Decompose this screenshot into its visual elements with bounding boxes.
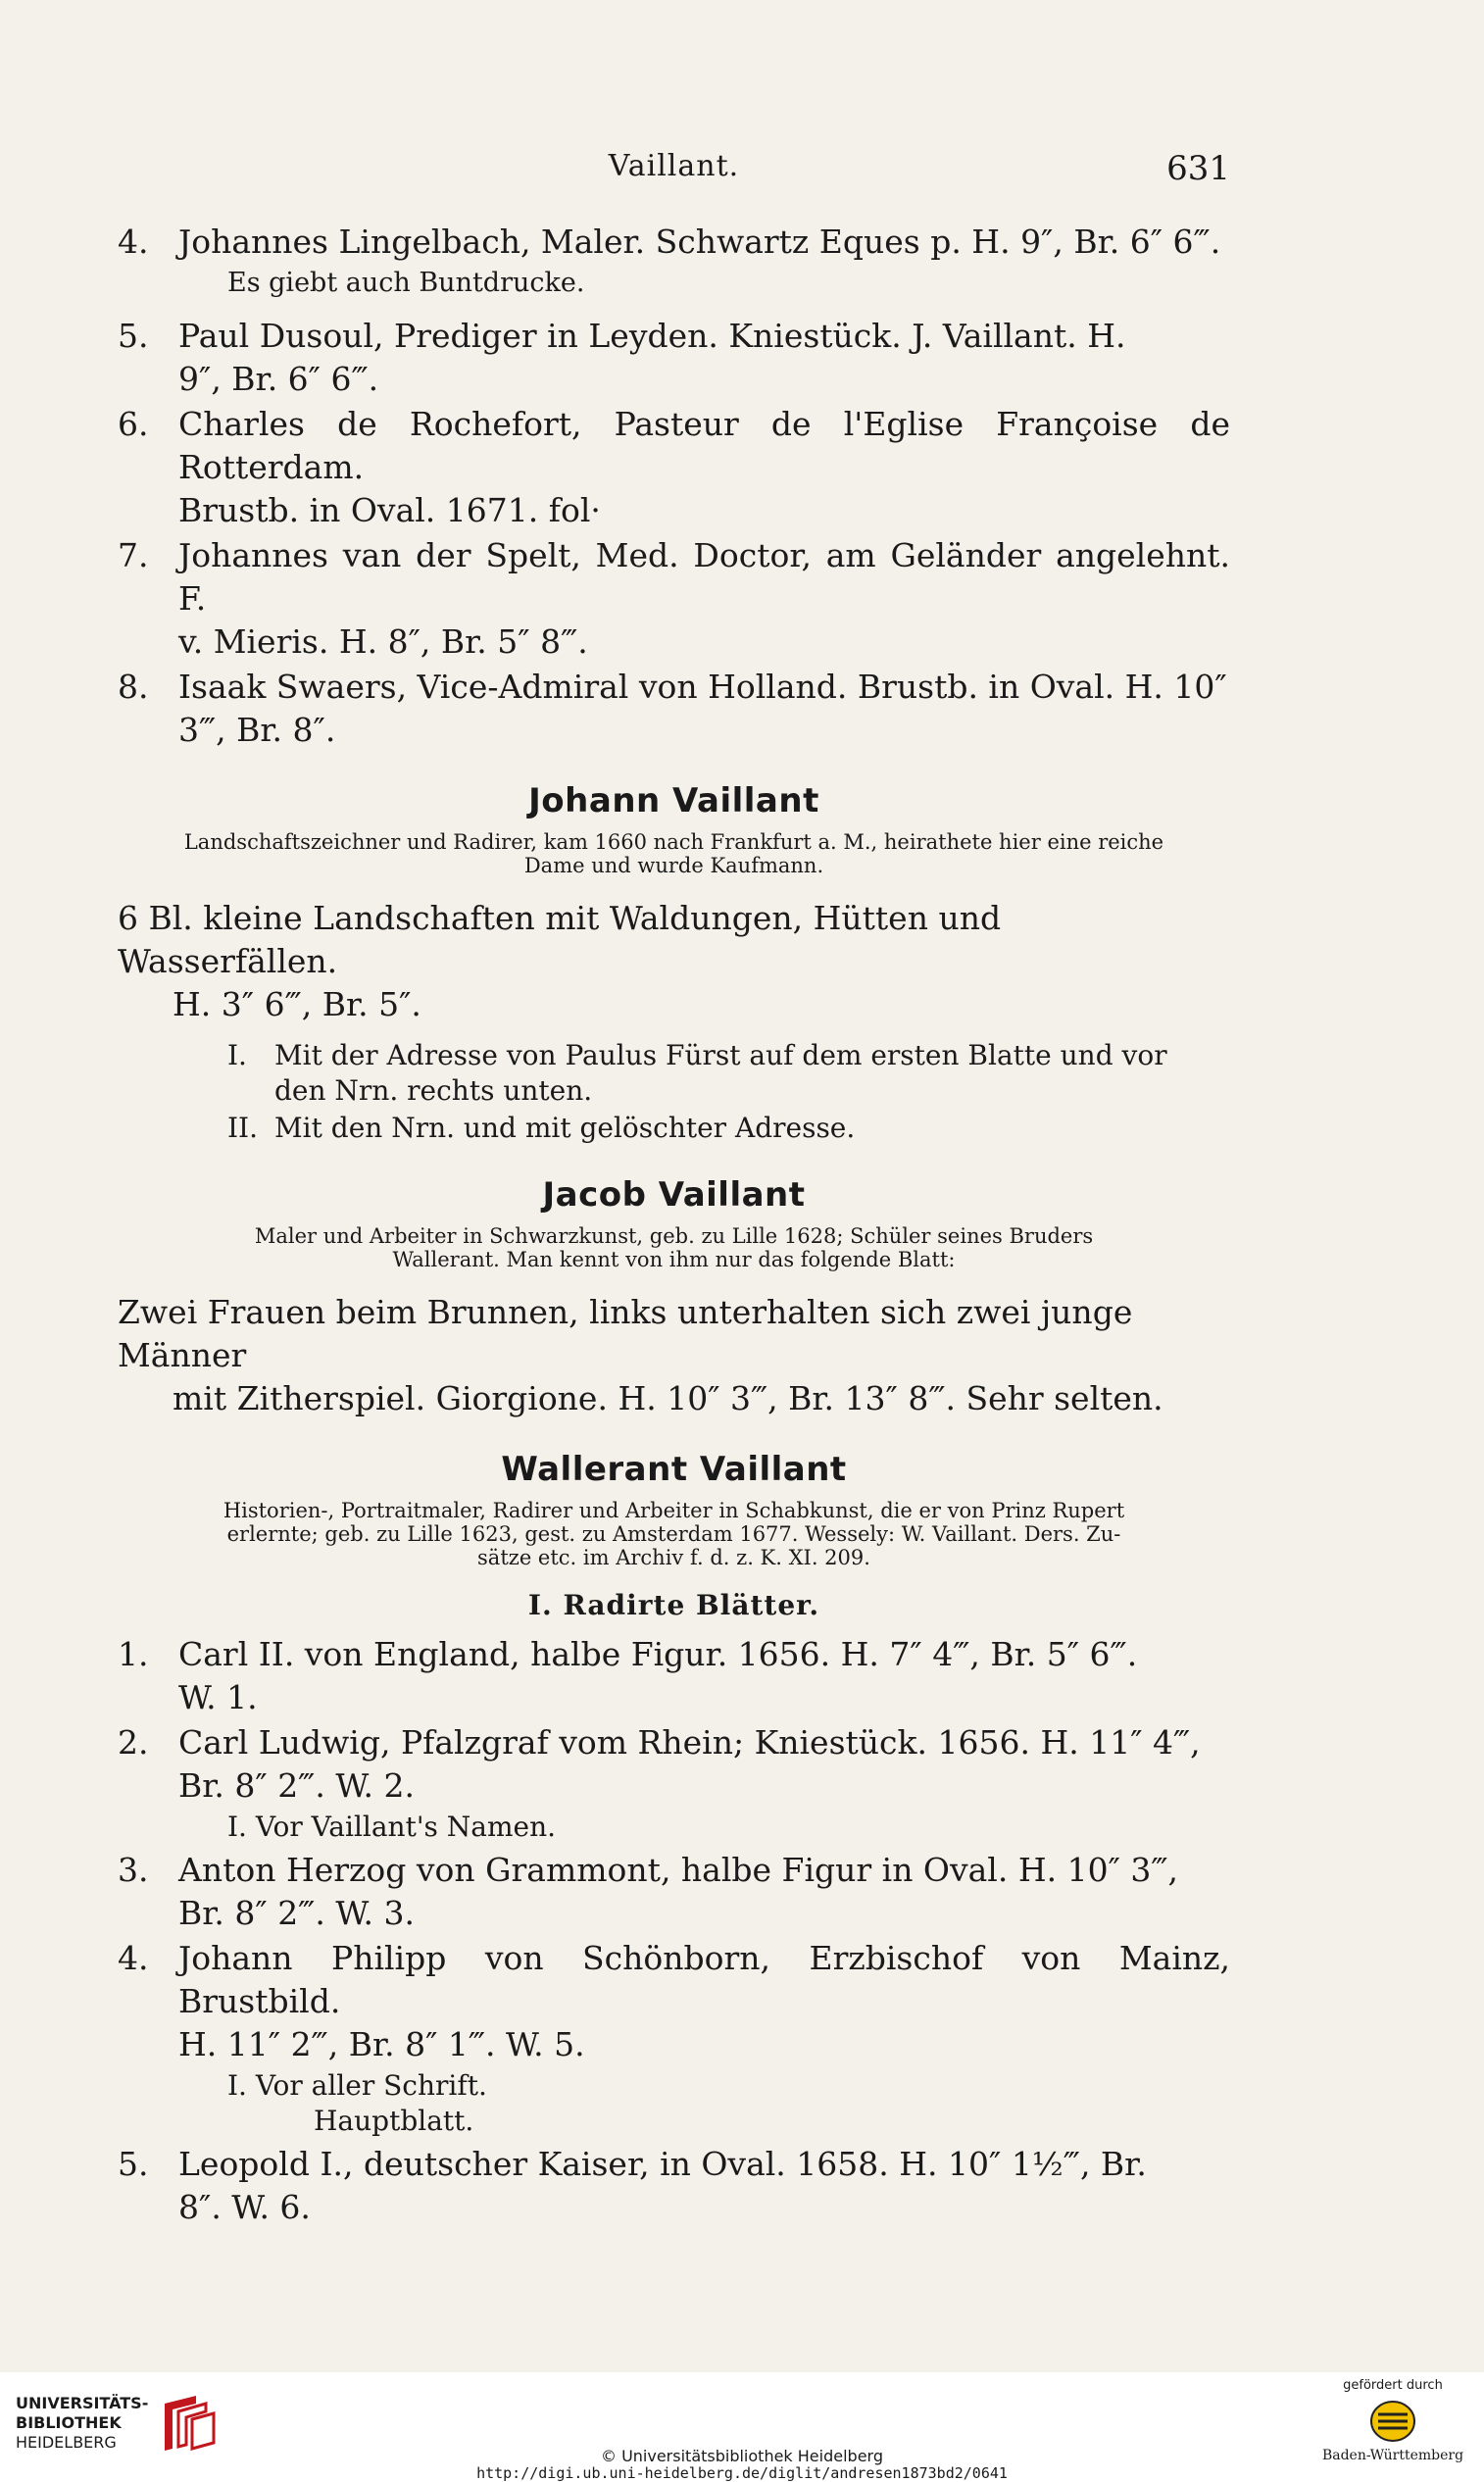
library-name-line: HEIDELBERG <box>16 2433 117 2452</box>
entry-text <box>178 2143 1230 2229</box>
artist-bio-jacob <box>137 1224 1211 1271</box>
entry-line: v. Mieris. H. 8″, Br. 5″ 8‴. <box>178 622 588 661</box>
para-line: mit Zitherspiel. Giorgione. H. 10″ 3‴, Br. 13″ 8‴. Sehr selten. <box>173 1379 1163 1417</box>
entry-number: 5. <box>118 317 149 355</box>
entry-line: Isaak Swaers, Vice-Admiral von Holland. Brustb. in Oval. H. 10″ <box>178 668 1227 706</box>
coat-of-arms-icon <box>1368 2399 1417 2444</box>
entry-number: 2. <box>118 1723 149 1762</box>
jacob-work <box>118 1291 1230 1420</box>
entry-line: Johann Philipp von Schönborn, Erzbischof von Mainz, Brustbild. <box>178 1939 1230 2020</box>
entry-line: Carl II. von England, halbe Figur. 1656. H. 7″ 4‴, Br. 5″ 6‴. <box>178 1635 1138 1673</box>
entry-line: Paul Dusoul, Prediger in Leyden. Kniestück. J. Vaillant. H. <box>178 317 1126 355</box>
entry-number: 4. <box>118 1939 149 1977</box>
artist-bio-wallerant <box>137 1499 1211 1569</box>
para-line: H. 3″ 6‴, Br. 5″. <box>173 985 421 1023</box>
catalog-entry <box>118 403 1230 532</box>
catalog-entry <box>118 1721 1230 1808</box>
entry-note: Es giebt auch Buntdrucke. <box>227 268 585 298</box>
page-number: 631 <box>1166 149 1230 188</box>
state-note <box>227 1038 1230 1109</box>
bio-line: sätze etc. im Archiv f. d. z. K. XI. 209. <box>477 1546 870 1569</box>
library-emblem-icon <box>157 2394 218 2457</box>
library-name-line: UNIVERSITÄTS- <box>16 2394 149 2412</box>
library-name-line: BIBLIOTHEK <box>16 2413 122 2432</box>
entry-text <box>178 315 1230 401</box>
entry-line: Johannes van der Spelt, Med. Doctor, am Geländer angelehnt. F. <box>178 536 1230 618</box>
state-marker: II. <box>227 1112 259 1144</box>
entry-line: Carl Ludwig, Pfalzgraf vom Rhein; Kniestück. 1656. H. 11″ 4‴, <box>178 1723 1201 1762</box>
bio-line: Landschaftszeichner und Radirer, kam 1660 nach Frankfurt a. M., heirathete hier eine reiche <box>183 830 1164 854</box>
catalog-entry <box>118 1937 1230 2066</box>
funded-by-label: gefördert durch <box>1343 2378 1443 2393</box>
entry-text <box>178 1721 1230 1808</box>
entry-text <box>178 1937 1230 2066</box>
entry-text <box>178 221 1230 264</box>
catalog-entry <box>118 315 1230 401</box>
funder-logo[interactable] <box>1319 2378 1466 2476</box>
catalog-entry <box>118 1849 1230 1935</box>
entry-text <box>178 1849 1230 1935</box>
bio-line: Maler und Arbeiter in Schwarzkunst, geb. zu Lille 1628; Schüler seines Bruders <box>254 1224 1094 1248</box>
state-note: I. Vor Vaillant's Namen. <box>227 1811 557 1843</box>
state-text <box>274 1111 1230 1146</box>
entry-text <box>178 403 1230 532</box>
entry-number: 8. <box>118 668 149 706</box>
catalog-entry <box>118 534 1230 664</box>
entry-line: 8″. W. 6. <box>178 2188 311 2226</box>
johann-work <box>118 897 1230 1026</box>
entry-text <box>178 666 1230 752</box>
catalog-entry <box>118 1633 1230 1719</box>
entry-line: Brustb. in Oval. 1671. fol· <box>178 491 601 529</box>
bio-line: Dame und wurde Kaufmann. <box>523 854 824 877</box>
permalink[interactable]: http://digi.ub.uni-heidelberg.de/diglit/andresen1873bd2/0641 <box>476 2464 1008 2482</box>
page-content <box>118 221 1230 2231</box>
entry-line: 9″, Br. 6″ 6‴. <box>178 360 379 398</box>
entry-number: 4. <box>118 223 149 261</box>
digitization-footer <box>0 2372 1484 2480</box>
state-marker: I. <box>227 1039 247 1071</box>
entry-number: 1. <box>118 1635 149 1673</box>
entry-line: Johannes Lingelbach, Maler. Schwartz Eques p. H. 9″, Br. 6″ 6‴. <box>178 223 1221 261</box>
entry-line: W. 1. <box>178 1678 258 1716</box>
state-extra: Hauptblatt. <box>314 2105 474 2137</box>
catalog-entry <box>118 666 1230 752</box>
state-line: Mit den Nrn. und mit gelöschter Adresse. <box>274 1112 856 1144</box>
artist-heading-jacob: Jacob Vaillant <box>542 1175 806 1215</box>
state-note: I. Vor aller Schrift. <box>227 2069 487 2102</box>
entry-line: Br. 8″ 2‴. W. 2. <box>178 1766 415 1805</box>
running-head <box>118 149 1230 192</box>
bio-line: Historien-, Portraitmaler, Radirer und Arbeiter in Schabkunst, die er von Prinz Rupert <box>223 1499 1125 1522</box>
entry-line: H. 11″ 2‴, Br. 8″ 1‴. W. 5. <box>178 2025 585 2063</box>
state-note <box>227 1111 1230 1146</box>
catalog-entry <box>118 221 1230 264</box>
entry-line: Leopold I., deutscher Kaiser, in Oval. 1658. H. 10″ 1½‴, Br. <box>178 2145 1147 2183</box>
copyright-notice: © Universitätsbibliothek Heidelberg <box>600 2447 883 2465</box>
section-heading: I. Radirte Blätter. <box>527 1589 820 1621</box>
para-line: Zwei Frauen beim Brunnen, links unterhalten sich zwei junge Männer <box>118 1293 1133 1374</box>
bio-line: Wallerant. Man kennt von ihm nur das folgende Blatt: <box>392 1248 956 1271</box>
entry-line: Anton Herzog von Grammont, halbe Figur in Oval. H. 10″ 3‴, <box>178 1851 1179 1889</box>
running-title: Vaillant. <box>608 149 740 183</box>
para-line: 6 Bl. kleine Landschaften mit Waldungen, Hütten und Wasserfällen. <box>118 899 1002 980</box>
entry-line: 3‴, Br. 8″. <box>178 711 336 749</box>
entry-text <box>178 1633 1230 1719</box>
state-text <box>274 1038 1230 1109</box>
entry-line: Charles de Rochefort, Pasteur de l'Eglise Françoise de Rotterdam. <box>178 405 1230 486</box>
funder-name: Baden-Württemberg <box>1321 2448 1464 2463</box>
entry-number: 3. <box>118 1851 149 1889</box>
bio-line: erlernte; geb. zu Lille 1623, gest. zu Amsterdam 1677. Wessely: W. Vaillant. Ders. Zu- <box>226 1522 1121 1546</box>
entry-number: 5. <box>118 2145 149 2183</box>
state-line: den Nrn. rechts unten. <box>274 1074 593 1107</box>
entry-text <box>178 534 1230 664</box>
artist-heading-wallerant: Wallerant Vaillant <box>501 1450 847 1489</box>
entry-number: 6. <box>118 405 149 443</box>
artist-bio-johann <box>137 830 1211 877</box>
artist-heading-johann: Johann Vaillant <box>528 781 819 820</box>
catalog-entry <box>118 2143 1230 2229</box>
entry-number: 7. <box>118 536 149 574</box>
state-line: Mit der Adresse von Paulus Fürst auf dem ersten Blatte und vor <box>274 1039 1167 1071</box>
entry-line: Br. 8″ 2‴. W. 3. <box>178 1894 415 1932</box>
